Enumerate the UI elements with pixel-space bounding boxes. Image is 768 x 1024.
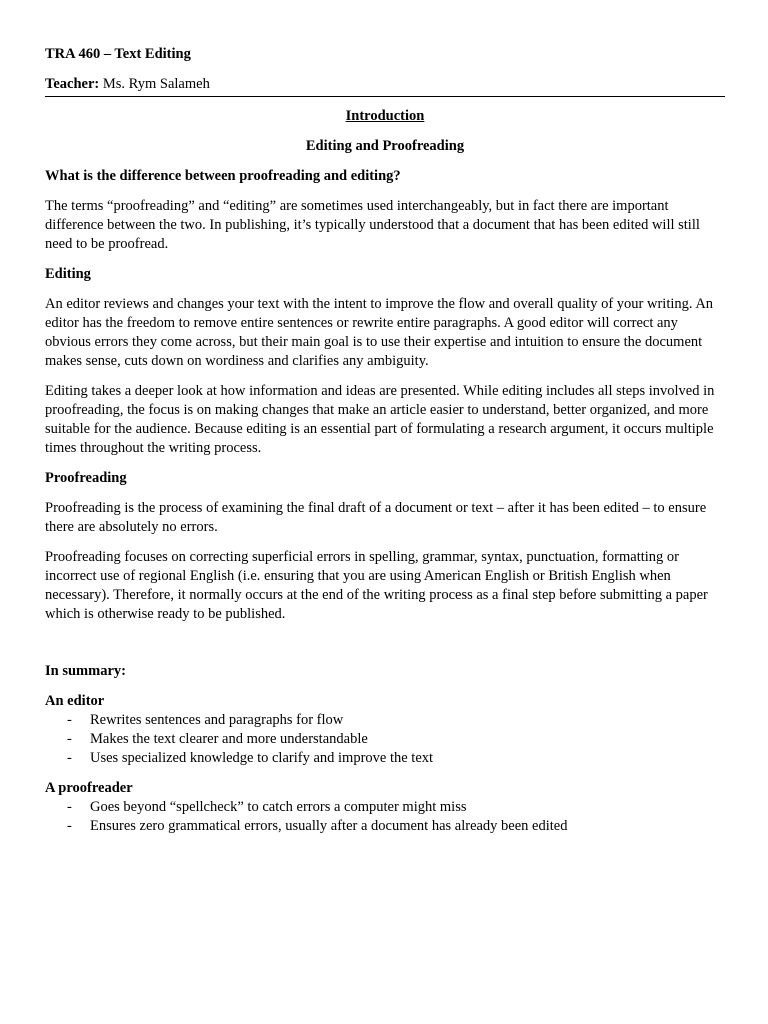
teacher-line: [45, 75, 725, 94]
teacher-label: Teacher:: [45, 76, 100, 92]
list-item-text: Makes the text clearer and more understandable: [90, 731, 368, 747]
list-item: [45, 798, 725, 817]
dash-bullet: -: [67, 818, 72, 834]
question-heading: What is the difference between proofreading and editing?: [45, 168, 401, 184]
list-item: [45, 730, 725, 749]
list-item: [45, 711, 725, 730]
proofreading-paragraph-1: Proofreading is the process of examining the final draft of a document or text – after it has been edited – to ensure there are absolutely no errors.: [45, 500, 707, 535]
editing-paragraph-2: Editing takes a deeper look at how information and ideas are presented. While editing includes all steps involved in proofreading, the focus is on making changes that make an article easier to understand, better organized, and more suitable for the audience. Because editing is an essential part of formulating a research argument, it occurs multiple times throughout the writing process.: [45, 383, 715, 456]
dash-bullet: -: [67, 750, 72, 766]
list-item-text: Ensures zero grammatical errors, usually after a document has already been edited: [90, 818, 568, 834]
intro-paragraph: The terms “proofreading” and “editing” are sometimes used interchangeably, but in fact there are important difference between the two. In publishing, it’s typically understood that a document that has been edited will still need to be proofread.: [45, 198, 700, 252]
proofreader-heading: A proofreader: [45, 780, 133, 796]
course-title: TRA 460 – Text Editing: [45, 46, 191, 62]
dash-bullet: -: [67, 799, 72, 815]
list-item-text: Uses specialized knowledge to clarify and improve the text: [90, 750, 434, 766]
proofreader-list: [45, 798, 725, 836]
document-body: [45, 107, 725, 836]
document-header: [45, 45, 725, 94]
proofreading-paragraph-2: Proofreading focuses on correcting superficial errors in spelling, grammar, syntax, punctuation, formatting or incorrect use of regional English (i.e. ensuring that you are using American English or British English when necessary). Therefore, it normally occurs at the end of the writing process as a final step before submitting a paper which is otherwise ready to be published.: [45, 549, 708, 622]
editing-paragraph-1: An editor reviews and changes your text with the intent to improve the flow and overall quality of your writing. An editor has the freedom to remove entire sentences or rewrite entire paragraphs. A good editor will correct any obvious errors they come across, but their main goal is to use their expertise and intuition to ensure the document makes sense, cuts down on wordiness and clarifies any ambiguity.: [45, 296, 714, 369]
header-divider: [45, 96, 725, 97]
teacher-name: Ms. Rym Salameh: [99, 76, 210, 92]
dash-bullet: -: [67, 731, 72, 747]
list-item: [45, 817, 725, 836]
editing-heading: Editing: [45, 266, 91, 282]
section-title: Introduction: [345, 108, 425, 124]
list-item: [45, 749, 725, 768]
proofreading-heading: Proofreading: [45, 470, 127, 486]
editor-list: [45, 711, 725, 768]
summary-heading: In summary:: [45, 663, 126, 679]
document-subtitle: Editing and Proofreading: [305, 138, 465, 154]
list-item-text: Rewrites sentences and paragraphs for flow: [90, 712, 344, 728]
list-item-text: Goes beyond “spellcheck” to catch errors a computer might miss: [90, 799, 467, 815]
dash-bullet: -: [67, 712, 72, 728]
editor-heading: An editor: [45, 693, 105, 709]
